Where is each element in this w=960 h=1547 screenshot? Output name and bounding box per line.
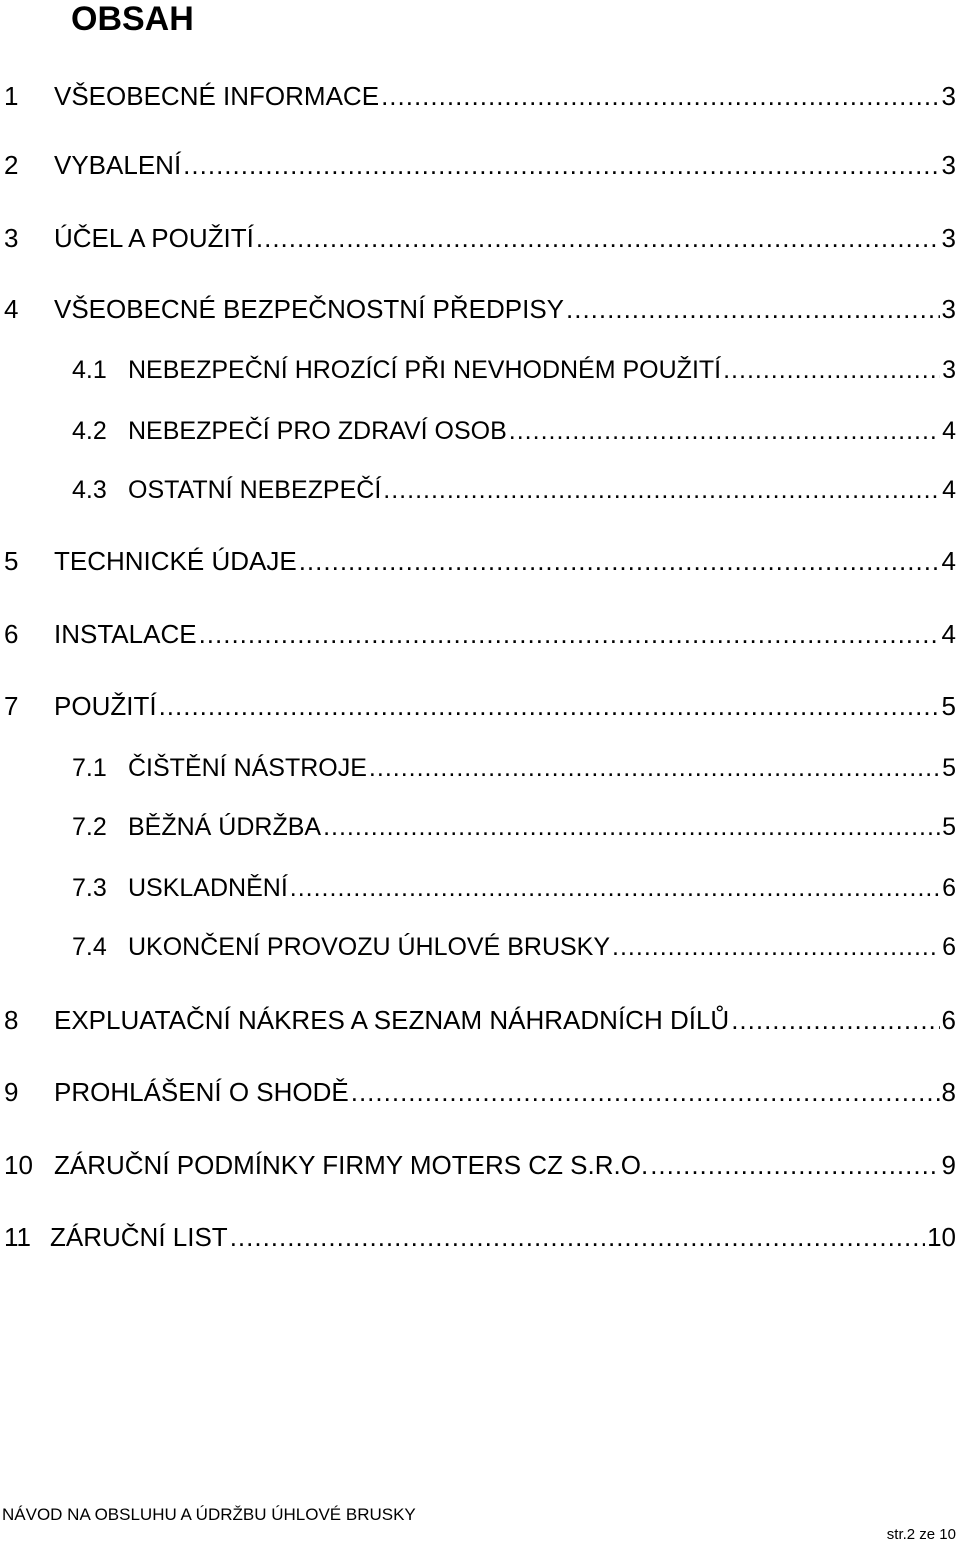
toc-label: ZÁRUČNÍ PODMÍNKY FIRMY MOTERS CZ S.R.O. [54, 1150, 649, 1180]
toc-leader [159, 688, 940, 724]
toc-number: 4.1 [72, 356, 107, 384]
toc-page: 8 [941, 1077, 956, 1107]
toc-label: ČIŠTĚNÍ NÁSTROJE [128, 754, 367, 782]
toc-label: VYBALENÍ [54, 150, 182, 180]
toc-label: TECHNICKÉ ÚDAJE [54, 546, 297, 576]
toc-leader [381, 78, 939, 114]
toc-leader [183, 147, 939, 183]
toc-entry-4[interactable] [4, 291, 956, 327]
toc-leader [351, 1074, 940, 1110]
toc-entry-1[interactable] [4, 78, 956, 114]
toc-number: 7.2 [72, 813, 107, 841]
toc-page: 5 [942, 754, 956, 782]
toc-entry-7-1[interactable] [72, 750, 956, 786]
toc-leader [290, 870, 940, 906]
toc-leader [650, 1147, 939, 1183]
toc-page: 4 [941, 619, 956, 649]
toc-number: 1 [4, 81, 19, 111]
toc-number: 8 [4, 1005, 19, 1035]
toc-entry-7-4[interactable] [72, 929, 956, 965]
toc-label: VŠEOBECNÉ INFORMACE [54, 81, 380, 111]
toc-leader [612, 929, 940, 965]
toc-number: 7.1 [72, 754, 107, 782]
footer-document-title: NÁVOD NA OBSLUHU A ÚDRŽBU ÚHLOVÉ BRUSKY [2, 1505, 416, 1524]
toc-label: INSTALACE [54, 619, 197, 649]
toc-number: 7.3 [72, 874, 107, 902]
toc-entry-9[interactable] [4, 1074, 956, 1110]
toc-label: BĚŽNÁ ÚDRŽBA [128, 813, 322, 841]
toc-leader [723, 352, 940, 388]
toc-page: 6 [941, 1005, 956, 1035]
toc-label: PROHLÁŠENÍ O SHODĚ [54, 1077, 349, 1107]
toc-number: 4.3 [72, 476, 107, 504]
toc-entry-3[interactable] [4, 220, 956, 256]
toc-page: 4 [942, 476, 956, 504]
toc-label: ÚČEL A POUŽITÍ [54, 223, 254, 253]
toc-number: 7 [4, 691, 19, 721]
toc-leader [256, 220, 940, 256]
toc-entry-5[interactable] [4, 543, 956, 579]
toc-number: 4 [4, 294, 19, 324]
toc-page: 5 [942, 813, 956, 841]
toc-leader [509, 413, 940, 449]
toc-entry-11[interactable] [4, 1219, 956, 1255]
toc-leader [199, 616, 940, 652]
toc-number: 10 [4, 1150, 33, 1180]
toc-label: USKLADNĚNÍ [128, 874, 288, 902]
toc-page: 5 [941, 691, 956, 721]
toc-label: EXPLUATAČNÍ NÁKRES A SEZNAM NÁHRADNÍCH DÍLŮ [54, 1005, 730, 1035]
toc-label: OSTATNÍ NEBEZPEČÍ [128, 476, 382, 504]
toc-entry-4-1[interactable] [72, 352, 956, 388]
toc-entry-7-3[interactable] [72, 870, 956, 906]
toc-leader [369, 750, 940, 786]
toc-leader [299, 543, 940, 579]
toc-label: NEBEZPEČÍ PRO ZDRAVÍ OSOB [128, 417, 507, 445]
toc-entry-10[interactable] [4, 1147, 956, 1183]
toc-label: VŠEOBECNÉ BEZPEČNOSTNÍ PŘEDPISY [54, 294, 565, 324]
page-title: OBSAH [71, 0, 194, 38]
toc-number: 11 [4, 1222, 31, 1252]
toc-number: 5 [4, 546, 19, 576]
toc-page: 4 [942, 417, 956, 445]
toc-page: 6 [942, 933, 956, 961]
toc-page: 4 [941, 546, 956, 576]
toc-entry-2[interactable] [4, 147, 956, 183]
toc-page: 3 [941, 223, 956, 253]
toc-leader [383, 472, 940, 508]
toc-entry-6[interactable] [4, 616, 956, 652]
toc-page: 3 [941, 150, 956, 180]
toc-number: 2 [4, 150, 19, 180]
toc-page: 3 [942, 356, 956, 384]
toc-label: POUŽITÍ [54, 691, 157, 721]
toc-entry-4-3[interactable] [72, 472, 956, 508]
toc-number: 7.4 [72, 933, 107, 961]
toc-label: NEBEZPEČNÍ HROZÍCÍ PŘI NEVHODNÉM POUŽITÍ [128, 356, 722, 384]
toc-page: 9 [941, 1150, 956, 1180]
toc-page: 6 [942, 874, 956, 902]
toc-entry-8[interactable] [4, 1002, 956, 1038]
toc-leader [731, 1002, 939, 1038]
toc-page: 3 [941, 81, 956, 111]
toc-number: 6 [4, 619, 19, 649]
toc-entry-7-2[interactable] [72, 809, 956, 845]
toc-page: 3 [941, 294, 956, 324]
toc-entry-4-2[interactable] [72, 413, 956, 449]
toc-leader [323, 809, 940, 845]
footer-page-number: str.2 ze 10 [886, 1526, 956, 1543]
toc-label: UKONČENÍ PROVOZU ÚHLOVÉ BRUSKY [128, 933, 611, 961]
toc-number: 9 [4, 1077, 19, 1107]
toc-leader [566, 291, 940, 327]
toc-number: 3 [4, 223, 19, 253]
toc-label: ZÁRUČNÍ LIST [50, 1222, 228, 1252]
toc-entry-7[interactable] [4, 688, 956, 724]
toc-number: 4.2 [72, 417, 107, 445]
toc-leader [230, 1219, 925, 1255]
toc-page: 10 [927, 1222, 956, 1252]
